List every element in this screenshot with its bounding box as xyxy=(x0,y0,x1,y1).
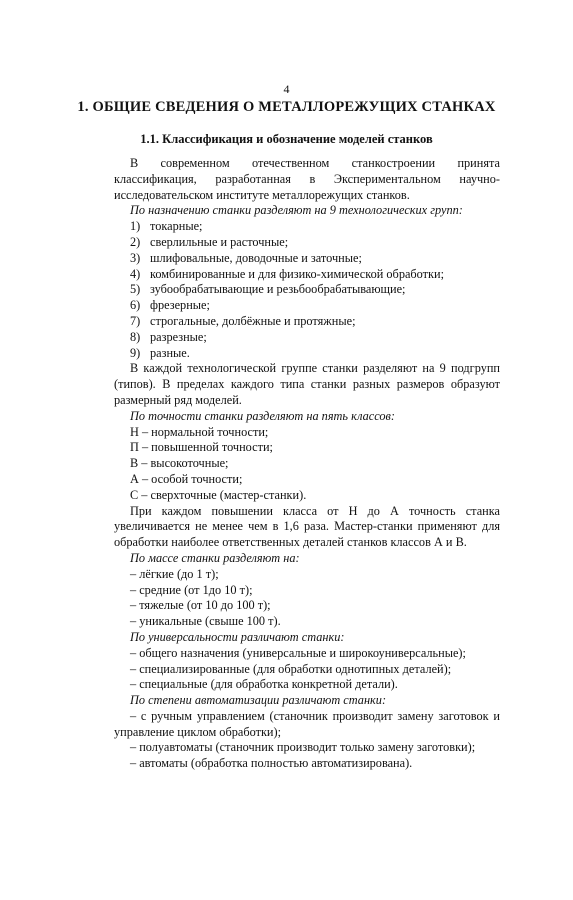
purpose-item xyxy=(114,298,500,314)
section-title: 1.1. Классификация и обозначение моделей станков xyxy=(140,132,433,146)
chapter-title: 1. ОБЩИЕ СВЕДЕНИЯ О МЕТАЛЛОРЕЖУЩИХ СТАНКАХ xyxy=(77,99,496,115)
purpose-item xyxy=(114,314,500,330)
mass-item: – уникальные (свыше 100 т). xyxy=(130,614,281,629)
item-text: зубообрабатывающие и резьбообрабатывающие; xyxy=(150,282,406,297)
mass-heading: По массе станки разделяют на: xyxy=(130,550,300,565)
accuracy-note: При каждом повышении класса от Н до А точность станка увеличивается не менее чем в 1,6 раза. Мастер-станки применяют для обработки наиболее ответственных деталей станков классов А и В. xyxy=(114,503,500,550)
item-text: сверлильные и расточные; xyxy=(150,234,289,249)
item-number: 2) xyxy=(130,234,141,249)
subgroups-paragraph: В каждой технологической группе станки разделяют на 9 подгрупп (типов). В пределах каждого типа станки разных размеров образуют размерный ряд моделей. xyxy=(114,361,500,407)
document-body xyxy=(114,156,500,772)
item-text: строгальные, долбёжные и протяжные; xyxy=(150,313,356,328)
mass-item: – лёгкие (до 1 т); xyxy=(130,566,219,581)
item-text: комбинированные и для физико-химической обработки; xyxy=(150,266,445,281)
universality-heading: По универсальности различают станки: xyxy=(130,629,345,644)
item-text: токарные; xyxy=(150,219,203,234)
item-number: 3) xyxy=(130,250,141,265)
universality-item: – специальные (для обработка конкретной детали). xyxy=(130,677,398,692)
item-text: разные. xyxy=(150,345,190,360)
item-text: фрезерные; xyxy=(150,298,210,313)
mass-item: – средние (от 1до 10 т); xyxy=(130,582,253,597)
accuracy-heading: По точности станки разделяют на пять классов: xyxy=(130,408,395,423)
automation-manual: – с ручным управлением (станочник производит замену заготовок и управление циклом обработки); xyxy=(114,708,500,739)
automation-item: – автоматы (обработка полностью автоматизирована). xyxy=(130,756,413,771)
item-number: 7) xyxy=(130,313,141,328)
item-text: разрезные; xyxy=(150,329,207,344)
purpose-item xyxy=(114,346,500,362)
item-number: 6) xyxy=(130,298,141,313)
item-number: 1) xyxy=(130,219,141,234)
accuracy-item: В – высокоточные; xyxy=(130,456,229,471)
universality-item: – общего назначения (универсальные и широкоуниверсальные); xyxy=(130,645,466,660)
accuracy-item: А – особой точности; xyxy=(130,471,243,486)
purpose-item xyxy=(114,235,500,251)
purpose-item xyxy=(114,267,500,283)
purpose-heading: По назначению станки разделяют на 9 технологических групп: xyxy=(130,203,463,218)
universality-item: – специализированные (для обработки однотипных деталей); xyxy=(130,661,452,676)
item-number: 5) xyxy=(130,282,141,297)
item-number: 8) xyxy=(130,329,141,344)
item-number: 4) xyxy=(130,266,141,281)
item-number: 9) xyxy=(130,345,141,360)
page-number: 4 xyxy=(283,82,290,96)
purpose-item xyxy=(114,219,500,235)
automation-heading: По степени автоматизации различают станки: xyxy=(130,693,387,708)
accuracy-item: Н – нормальной точности; xyxy=(130,424,269,439)
mass-item: – тяжелые (от 10 до 100 т); xyxy=(130,598,271,613)
accuracy-item: П – повышенной точности; xyxy=(130,440,273,455)
intro-paragraph: В современном отечественном станкостроении принята классификация, разработанная в Экспериментальном научно-исследовательском институте металлорежущих станков. xyxy=(114,156,500,202)
automation-item: – полуавтоматы (станочник производит только замену заготовки); xyxy=(130,740,476,755)
purpose-item xyxy=(114,251,500,267)
purpose-item xyxy=(114,282,500,298)
item-text: шлифовальные, доводочные и заточные; xyxy=(150,250,362,265)
accuracy-item: С – сверхточные (мастер-станки). xyxy=(130,487,307,502)
purpose-item xyxy=(114,330,500,346)
